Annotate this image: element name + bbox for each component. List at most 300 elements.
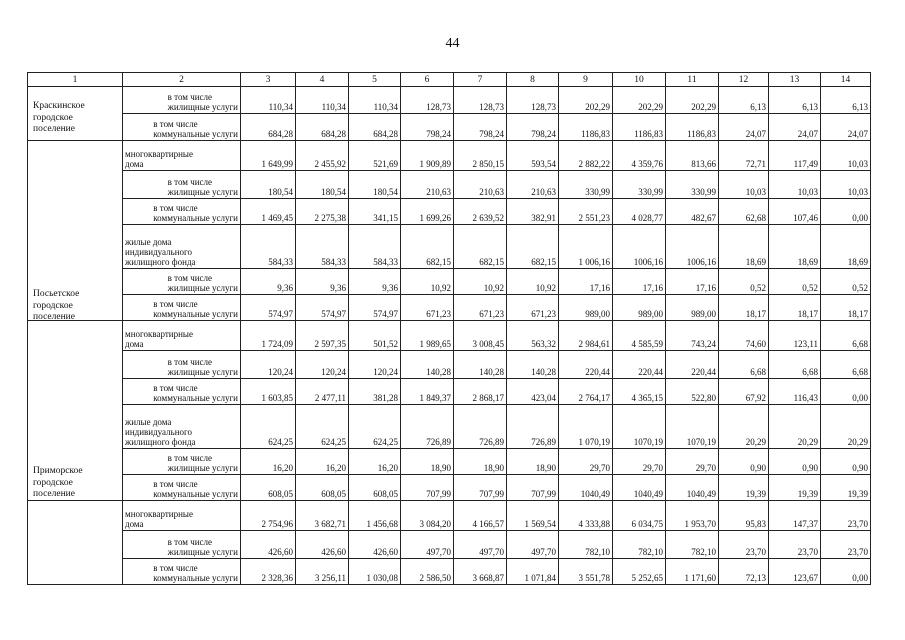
value-cell: 684,28 xyxy=(241,114,296,141)
value-cell: 4 028,77 xyxy=(613,199,666,225)
value-cell: 20,29 xyxy=(821,405,871,449)
value-cell: 1 649,99 xyxy=(241,141,296,171)
value-cell: 128,73 xyxy=(507,87,559,114)
value-cell: 501,52 xyxy=(349,321,401,351)
header-cell: 1 xyxy=(28,73,123,87)
table-row xyxy=(28,449,871,475)
municipality-cell xyxy=(28,351,123,379)
value-cell: 110,34 xyxy=(241,87,296,114)
value-cell: 624,25 xyxy=(241,405,296,449)
row-label-line: в том числе xyxy=(167,273,213,283)
value-cell: 210,63 xyxy=(507,171,559,199)
value-cell: 16,20 xyxy=(296,449,349,475)
header-cell: 7 xyxy=(454,73,507,87)
row-label-cell xyxy=(123,321,241,351)
value-cell: 19,39 xyxy=(821,475,871,501)
value-cell: 684,28 xyxy=(296,114,349,141)
value-cell: 10,03 xyxy=(719,171,769,199)
row-label-line: многоквартирные xyxy=(125,329,193,339)
row-label-line: жилищного фонда xyxy=(125,437,196,447)
value-cell: 497,70 xyxy=(454,531,507,559)
value-cell: 1 849,37 xyxy=(401,379,454,405)
value-cell: 220,44 xyxy=(666,351,719,379)
value-cell: 23,70 xyxy=(719,531,769,559)
value-cell: 110,34 xyxy=(296,87,349,114)
value-cell: 6,13 xyxy=(769,87,821,114)
value-cell: 18,17 xyxy=(769,295,821,321)
value-cell: 128,73 xyxy=(401,87,454,114)
table-row xyxy=(28,295,871,321)
value-cell: 726,89 xyxy=(401,405,454,449)
row-label-cell xyxy=(123,475,241,501)
value-cell: 24,07 xyxy=(821,114,871,141)
municipality-cell xyxy=(28,225,123,269)
row-label-line: жилищные услуги xyxy=(167,547,238,557)
value-cell: 1 569,54 xyxy=(507,501,559,531)
municipality-cell xyxy=(28,141,123,171)
value-cell: 497,70 xyxy=(507,531,559,559)
value-cell: 381,28 xyxy=(349,379,401,405)
value-cell: 743,24 xyxy=(666,321,719,351)
table-row xyxy=(28,321,871,351)
header-cell: 10 xyxy=(613,73,666,87)
value-cell: 3 668,87 xyxy=(454,559,507,585)
value-cell: 2 882,22 xyxy=(559,141,613,171)
value-cell: 16,20 xyxy=(241,449,296,475)
value-cell: 1040,49 xyxy=(613,475,666,501)
value-cell: 707,99 xyxy=(507,475,559,501)
value-cell: 608,05 xyxy=(296,475,349,501)
row-label-cell xyxy=(123,141,241,171)
row-label-line: жилищные услуги xyxy=(167,102,238,112)
value-cell: 140,28 xyxy=(454,351,507,379)
value-cell: 95,83 xyxy=(719,501,769,531)
municipality-label-line: Посьетское xyxy=(33,289,80,299)
row-label-line: коммунальные услуги xyxy=(153,309,238,319)
value-cell: 798,24 xyxy=(401,114,454,141)
value-cell: 29,70 xyxy=(666,449,719,475)
value-cell: 23,70 xyxy=(769,531,821,559)
row-label-line: жилищные услуги xyxy=(167,283,238,293)
row-label-line: в том числе xyxy=(153,383,198,393)
value-cell: 24,07 xyxy=(769,114,821,141)
value-cell: 584,33 xyxy=(296,225,349,269)
value-cell: 1006,16 xyxy=(666,225,719,269)
value-cell: 210,63 xyxy=(401,171,454,199)
value-cell: 18,90 xyxy=(401,449,454,475)
value-cell: 522,80 xyxy=(666,379,719,405)
row-label-line: жилищного фонда xyxy=(125,257,196,267)
value-cell: 10,92 xyxy=(507,269,559,295)
row-label-line: индивидуального xyxy=(125,247,193,257)
value-cell: 1186,83 xyxy=(559,114,613,141)
row-label-line: многоквартирные xyxy=(125,509,193,519)
value-cell: 10,92 xyxy=(401,269,454,295)
value-cell: 684,28 xyxy=(349,114,401,141)
municipality-cell xyxy=(28,531,123,559)
value-cell: 18,69 xyxy=(821,225,871,269)
value-cell: 6,68 xyxy=(769,351,821,379)
value-cell: 67,92 xyxy=(719,379,769,405)
value-cell: 18,17 xyxy=(821,295,871,321)
value-cell: 423,04 xyxy=(507,379,559,405)
value-cell: 782,10 xyxy=(613,531,666,559)
value-cell: 10,92 xyxy=(454,269,507,295)
value-cell: 2 754,96 xyxy=(241,501,296,531)
table-row xyxy=(28,114,871,141)
value-cell: 682,15 xyxy=(454,225,507,269)
value-cell: 147,37 xyxy=(769,501,821,531)
value-cell: 1 030,08 xyxy=(349,559,401,585)
value-cell: 9,36 xyxy=(241,269,296,295)
row-label-line: коммунальные услуги xyxy=(153,573,238,583)
value-cell: 110,34 xyxy=(349,87,401,114)
municipality-label-line: городское xyxy=(33,112,73,123)
value-cell: 521,69 xyxy=(349,141,401,171)
value-cell: 2 455,92 xyxy=(296,141,349,171)
value-cell: 726,89 xyxy=(454,405,507,449)
value-cell: 682,15 xyxy=(401,225,454,269)
value-cell: 989,00 xyxy=(666,295,719,321)
value-cell: 74,60 xyxy=(719,321,769,351)
row-label-line: в том числе xyxy=(153,119,198,129)
value-cell: 6,13 xyxy=(821,87,871,114)
value-cell: 1006,16 xyxy=(613,225,666,269)
value-cell: 813,66 xyxy=(666,141,719,171)
value-cell: 1 469,45 xyxy=(241,199,296,225)
value-cell: 1 070,19 xyxy=(559,405,613,449)
value-cell: 608,05 xyxy=(349,475,401,501)
value-cell: 707,99 xyxy=(454,475,507,501)
value-cell: 6,68 xyxy=(719,351,769,379)
value-cell: 16,20 xyxy=(349,449,401,475)
table-row xyxy=(28,405,871,449)
row-label-line: жилищные услуги xyxy=(167,187,238,197)
value-cell: 1 071,84 xyxy=(507,559,559,585)
header-cell: 12 xyxy=(719,73,769,87)
value-cell: 0,00 xyxy=(821,379,871,405)
header-cell: 8 xyxy=(507,73,559,87)
row-label-cell xyxy=(123,171,241,199)
value-cell: 19,39 xyxy=(719,475,769,501)
page-number: 44 xyxy=(445,36,460,51)
value-cell: 120,24 xyxy=(349,351,401,379)
municipality-cell xyxy=(28,405,123,449)
value-cell: 202,29 xyxy=(666,87,719,114)
value-cell: 989,00 xyxy=(613,295,666,321)
value-cell: 123,11 xyxy=(769,321,821,351)
value-cell: 17,16 xyxy=(559,269,613,295)
row-label-line: в том числе xyxy=(167,453,213,463)
value-cell: 107,46 xyxy=(769,199,821,225)
value-cell: 29,70 xyxy=(613,449,666,475)
value-cell: 624,25 xyxy=(349,405,401,449)
row-label-cell xyxy=(123,225,241,269)
value-cell: 4 585,59 xyxy=(613,321,666,351)
value-cell: 6 034,75 xyxy=(613,501,666,531)
row-label-line: в том числе xyxy=(153,563,198,573)
value-cell: 426,60 xyxy=(241,531,296,559)
value-cell: 18,69 xyxy=(769,225,821,269)
value-cell: 180,54 xyxy=(296,171,349,199)
value-cell: 24,07 xyxy=(719,114,769,141)
value-cell: 0,90 xyxy=(769,449,821,475)
value-cell: 0,90 xyxy=(719,449,769,475)
header-cell: 9 xyxy=(559,73,613,87)
row-label-line: дома xyxy=(125,339,144,349)
row-label-line: дома xyxy=(125,519,144,529)
value-cell: 341,15 xyxy=(349,199,401,225)
value-cell: 1 953,70 xyxy=(666,501,719,531)
value-cell: 1 909,89 xyxy=(401,141,454,171)
table-row xyxy=(28,225,871,269)
table-row xyxy=(28,351,871,379)
value-cell: 18,90 xyxy=(454,449,507,475)
value-cell: 3 008,45 xyxy=(454,321,507,351)
value-cell: 1186,83 xyxy=(666,114,719,141)
value-cell: 4 333,88 xyxy=(559,501,613,531)
value-cell: 6,13 xyxy=(719,87,769,114)
value-cell: 0,52 xyxy=(719,269,769,295)
value-cell: 10,03 xyxy=(821,171,871,199)
value-cell: 9,36 xyxy=(296,269,349,295)
value-cell: 624,25 xyxy=(296,405,349,449)
value-cell: 574,97 xyxy=(241,295,296,321)
value-cell: 0,00 xyxy=(821,559,871,585)
row-label-line: жилые дома xyxy=(125,237,172,247)
table-row xyxy=(28,501,871,531)
row-label-line: многоквартирные xyxy=(125,149,193,159)
row-label-line: жилищные услуги xyxy=(167,463,238,473)
row-label-cell xyxy=(123,199,241,225)
value-cell: 2 984,61 xyxy=(559,321,613,351)
row-label-cell xyxy=(123,351,241,379)
municipality-cell xyxy=(28,379,123,405)
header-cell: 14 xyxy=(821,73,871,87)
value-cell: 798,24 xyxy=(454,114,507,141)
header-cell: 3 xyxy=(241,73,296,87)
value-cell: 671,23 xyxy=(401,295,454,321)
value-cell: 72,71 xyxy=(719,141,769,171)
value-cell: 180,54 xyxy=(241,171,296,199)
value-cell: 72,13 xyxy=(719,559,769,585)
value-cell: 3 084,20 xyxy=(401,501,454,531)
row-label-line: в том числе xyxy=(167,537,213,547)
municipality-cell xyxy=(28,199,123,225)
municipality-cell xyxy=(28,559,123,585)
value-cell: 4 365,15 xyxy=(613,379,666,405)
value-cell: 1186,83 xyxy=(613,114,666,141)
value-cell: 426,60 xyxy=(349,531,401,559)
value-cell: 202,29 xyxy=(613,87,666,114)
value-cell: 330,99 xyxy=(613,171,666,199)
municipality-label xyxy=(33,289,79,324)
municipality-label xyxy=(33,466,83,501)
value-cell: 1 603,85 xyxy=(241,379,296,405)
table-row xyxy=(28,559,871,585)
value-cell: 2 328,36 xyxy=(241,559,296,585)
value-cell: 1070,19 xyxy=(666,405,719,449)
value-cell: 330,99 xyxy=(666,171,719,199)
value-cell: 18,90 xyxy=(507,449,559,475)
municipality-label-line: городское xyxy=(33,300,73,311)
value-cell: 593,54 xyxy=(507,141,559,171)
value-cell: 682,15 xyxy=(507,225,559,269)
header-cell: 4 xyxy=(296,73,349,87)
value-cell: 0,52 xyxy=(769,269,821,295)
value-cell: 1040,49 xyxy=(666,475,719,501)
row-label-line: коммунальные услуги xyxy=(153,489,238,499)
row-label-cell xyxy=(123,449,241,475)
value-cell: 574,97 xyxy=(296,295,349,321)
row-label-cell xyxy=(123,87,241,114)
value-cell: 23,70 xyxy=(821,531,871,559)
table-row xyxy=(28,87,871,114)
row-label-line: коммунальные услуги xyxy=(153,213,238,223)
value-cell: 6,68 xyxy=(821,321,871,351)
header-cell: 2 xyxy=(123,73,241,87)
value-cell: 9,36 xyxy=(349,269,401,295)
value-cell: 726,89 xyxy=(507,405,559,449)
value-cell: 2 477,11 xyxy=(296,379,349,405)
value-cell: 482,67 xyxy=(666,199,719,225)
value-cell: 220,44 xyxy=(613,351,666,379)
row-label-cell xyxy=(123,501,241,531)
value-cell: 1 724,09 xyxy=(241,321,296,351)
value-cell: 574,97 xyxy=(349,295,401,321)
value-cell: 19,39 xyxy=(769,475,821,501)
value-cell: 1 699,26 xyxy=(401,199,454,225)
value-cell: 1070,19 xyxy=(613,405,666,449)
row-label-line: в том числе xyxy=(153,479,198,489)
value-cell: 128,73 xyxy=(454,87,507,114)
value-cell: 2 764,17 xyxy=(559,379,613,405)
row-label-line: жилые дома xyxy=(125,417,172,427)
value-cell: 671,23 xyxy=(507,295,559,321)
value-cell: 10,03 xyxy=(821,141,871,171)
municipality-label-line: поселение xyxy=(33,312,75,322)
value-cell: 140,28 xyxy=(401,351,454,379)
row-label-cell xyxy=(123,295,241,321)
value-cell: 4 166,57 xyxy=(454,501,507,531)
row-label-cell xyxy=(123,379,241,405)
tariff-table xyxy=(27,72,871,585)
value-cell: 116,43 xyxy=(769,379,821,405)
value-cell: 782,10 xyxy=(666,531,719,559)
value-cell: 4 359,76 xyxy=(613,141,666,171)
value-cell: 608,05 xyxy=(241,475,296,501)
row-label-line: индивидуального xyxy=(125,427,193,437)
value-cell: 2 868,17 xyxy=(454,379,507,405)
value-cell: 120,24 xyxy=(241,351,296,379)
row-label-line: в том числе xyxy=(167,177,213,187)
value-cell: 1 006,16 xyxy=(559,225,613,269)
value-cell: 140,28 xyxy=(507,351,559,379)
municipality-label-line: городское xyxy=(33,477,73,488)
value-cell: 2 275,38 xyxy=(296,199,349,225)
value-cell: 497,70 xyxy=(401,531,454,559)
header-cell: 6 xyxy=(401,73,454,87)
table-row xyxy=(28,531,871,559)
row-label-cell xyxy=(123,114,241,141)
row-label-line: коммунальные услуги xyxy=(153,393,238,403)
header-cell: 11 xyxy=(666,73,719,87)
municipality-label-line: Приморское xyxy=(33,466,83,476)
municipality-cell xyxy=(28,501,123,531)
value-cell: 1040,49 xyxy=(559,475,613,501)
value-cell: 29,70 xyxy=(559,449,613,475)
row-label-line: в том числе xyxy=(153,299,198,309)
row-label-cell xyxy=(123,269,241,295)
municipality-label xyxy=(33,101,85,136)
value-cell: 798,24 xyxy=(507,114,559,141)
row-label-line: коммунальные услуги xyxy=(153,129,238,139)
value-cell: 120,24 xyxy=(296,351,349,379)
value-cell: 989,00 xyxy=(559,295,613,321)
value-cell: 17,16 xyxy=(666,269,719,295)
value-cell: 3 256,11 xyxy=(296,559,349,585)
value-cell: 2 586,50 xyxy=(401,559,454,585)
row-label-line: жилищные услуги xyxy=(167,367,238,377)
value-cell: 2 639,52 xyxy=(454,199,507,225)
value-cell: 2 551,23 xyxy=(559,199,613,225)
header-row xyxy=(28,73,871,87)
row-label-cell xyxy=(123,559,241,585)
table-row xyxy=(28,141,871,171)
value-cell: 5 252,65 xyxy=(613,559,666,585)
tariff-table-wrapper xyxy=(27,72,871,585)
value-cell: 123,67 xyxy=(769,559,821,585)
row-label-line: в том числе xyxy=(167,92,213,102)
value-cell: 20,29 xyxy=(769,405,821,449)
value-cell: 180,54 xyxy=(349,171,401,199)
value-cell: 1 456,68 xyxy=(349,501,401,531)
value-cell: 6,68 xyxy=(821,351,871,379)
row-label-line: в том числе xyxy=(153,203,198,213)
value-cell: 584,33 xyxy=(349,225,401,269)
value-cell: 117,49 xyxy=(769,141,821,171)
municipality-cell xyxy=(28,171,123,199)
value-cell: 18,69 xyxy=(719,225,769,269)
value-cell: 0,00 xyxy=(821,199,871,225)
value-cell: 2 850,15 xyxy=(454,141,507,171)
value-cell: 62,68 xyxy=(719,199,769,225)
value-cell: 1 171,60 xyxy=(666,559,719,585)
row-label-line: в том числе xyxy=(167,357,213,367)
value-cell: 382,91 xyxy=(507,199,559,225)
table-row xyxy=(28,199,871,225)
value-cell: 330,99 xyxy=(559,171,613,199)
municipality-label-line: поселение xyxy=(33,489,75,499)
value-cell: 23,70 xyxy=(821,501,871,531)
row-label-line: дома xyxy=(125,159,144,169)
value-cell: 18,17 xyxy=(719,295,769,321)
municipality-label-line: поселение xyxy=(33,124,75,134)
row-label-cell xyxy=(123,405,241,449)
value-cell: 202,29 xyxy=(559,87,613,114)
value-cell: 17,16 xyxy=(613,269,666,295)
table-row xyxy=(28,171,871,199)
value-cell: 20,29 xyxy=(719,405,769,449)
table-row xyxy=(28,269,871,295)
row-label-cell xyxy=(123,531,241,559)
value-cell: 584,33 xyxy=(241,225,296,269)
value-cell: 1 989,65 xyxy=(401,321,454,351)
value-cell: 782,10 xyxy=(559,531,613,559)
value-cell: 707,99 xyxy=(401,475,454,501)
value-cell: 210,63 xyxy=(454,171,507,199)
value-cell: 563,32 xyxy=(507,321,559,351)
